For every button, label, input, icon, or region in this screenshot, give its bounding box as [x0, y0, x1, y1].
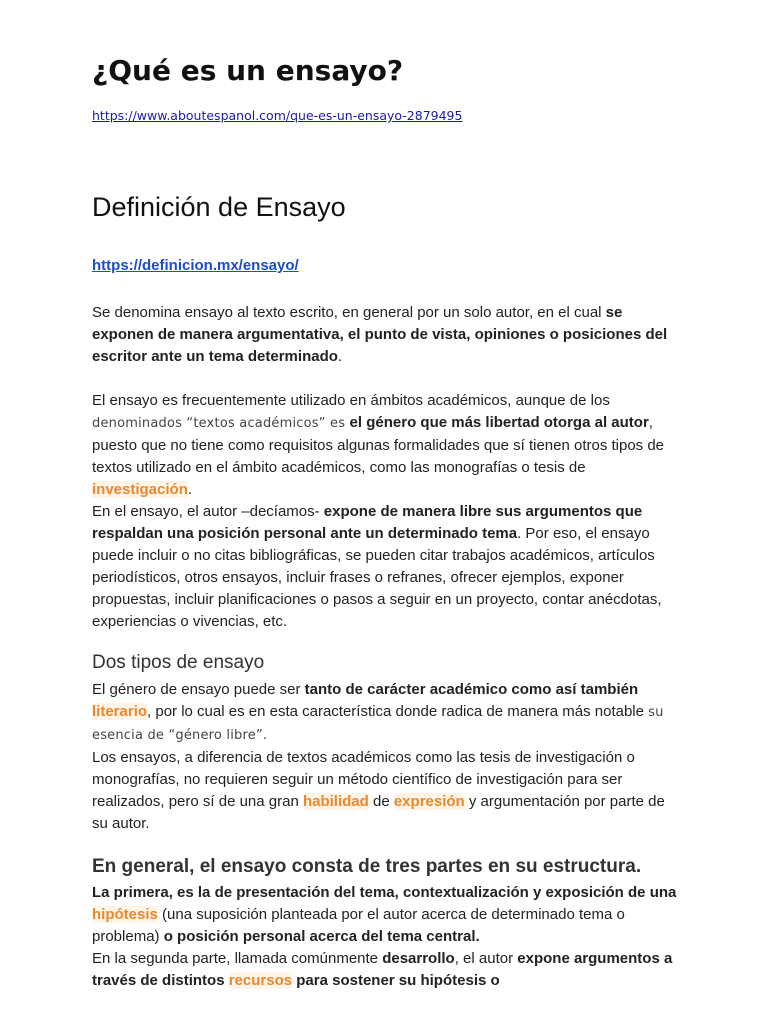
text: , por lo cual es en esta característica donde radica de manera más notable	[147, 703, 649, 720]
highlight-link-expresion[interactable]: expresión	[393, 793, 465, 810]
text: En el ensayo, el autor –decíamos-	[92, 503, 324, 520]
text: .	[187, 481, 193, 498]
document-body	[92, 302, 682, 992]
bold-text: desarrollo	[382, 950, 455, 967]
highlight-link-hipotesis[interactable]: hipótesis	[92, 906, 158, 923]
text: . Por eso, el ensayo puede incluir o no citas bibliográficas, se pueden citar trabajos académicos, artículos periodísticos, otros ensayos, incluir frases o refranes, ofrecer ejemplos, exponer propuestas, incluir planificaciones o pasos a seguir en un proyecto, contar anécdotas, experiencias o vivencias, etc.	[92, 525, 662, 630]
highlight-link-literario[interactable]: literario	[92, 703, 148, 720]
paragraph-author	[92, 501, 682, 633]
text: su esencia de “género libre”.	[92, 705, 664, 743]
text: de	[368, 793, 394, 810]
bold-text: La primera, es la de presentación del tema, contextualización y exposición de una	[92, 884, 677, 901]
text: , el autor	[454, 950, 518, 967]
source-link-definicion[interactable]: https://definicion.mx/ensayo/	[92, 257, 299, 274]
bold-text: para sostener su hipótesis o	[292, 972, 500, 989]
text: y argumentación por parte de su autor.	[92, 793, 665, 832]
highlight-link-habilidad[interactable]: habilidad	[302, 793, 369, 810]
text: Los ensayos, a diferencia de textos académicos como las tesis de investigación o monografías, no requieren seguir un método científico de investigación para ser realizados, pero sí de una gran	[92, 749, 635, 810]
paragraph-second-part	[92, 948, 682, 992]
text: (una suposición planteada por el autor acerca de determinado tema o problema)	[92, 906, 625, 945]
text: Se denomina ensayo al texto escrito, en general por un solo autor, en el cual	[92, 304, 606, 321]
highlight-link-investigacion[interactable]: investigación	[92, 481, 188, 498]
paragraph-genre	[92, 679, 682, 747]
text: , puesto que no tiene como requisitos algunas formalidades que sí tienen otros tipos de textos utilizado en el ámbito académicos, como las monografías o tesis de	[92, 414, 665, 476]
page-title: ¿Qué es un ensayo?	[92, 54, 404, 87]
bold-text: o posición personal acerca del tema central.	[163, 928, 480, 945]
bold-text: expone de manera libre sus argumentos que respaldan una posición personal ante un determinado tema	[92, 503, 643, 542]
paragraph-definition	[92, 302, 682, 368]
bold-text: el género que más libertad otorga al autor	[349, 414, 649, 431]
highlight-link-recursos[interactable]: recursos	[228, 972, 293, 989]
paragraph-essays	[92, 747, 682, 835]
text: denominados “textos académicos” es	[92, 416, 350, 431]
section-title-dos-tipos: Dos tipos de ensayo	[92, 652, 265, 673]
text: El género de ensayo puede ser	[92, 681, 305, 698]
text: En la segunda parte, llamada comúnmente	[92, 950, 383, 967]
section-title-estructura: En general, el ensayo consta de tres partes en su estructura.	[92, 856, 642, 877]
text: El ensayo es frecuentemente utilizado en ámbitos académicos, aunque de los	[92, 392, 610, 409]
bold-text: tanto de carácter académico como así también	[304, 681, 639, 698]
bold-text: expone argumentos a través de distintos	[92, 950, 673, 989]
bold-text: se exponen de manera argumentativa, el punto de vista, opiniones o posiciones del escritor ante un tema determinado	[92, 304, 668, 365]
source-link-aboutespanol[interactable]: https://www.aboutespanol.com/que-es-un-ensayo-2879495	[92, 108, 463, 123]
paragraph-academic	[92, 390, 682, 501]
text: .	[337, 348, 343, 365]
section-title-definicion: Definición de Ensayo	[92, 192, 346, 222]
paragraph-first-part	[92, 882, 682, 948]
